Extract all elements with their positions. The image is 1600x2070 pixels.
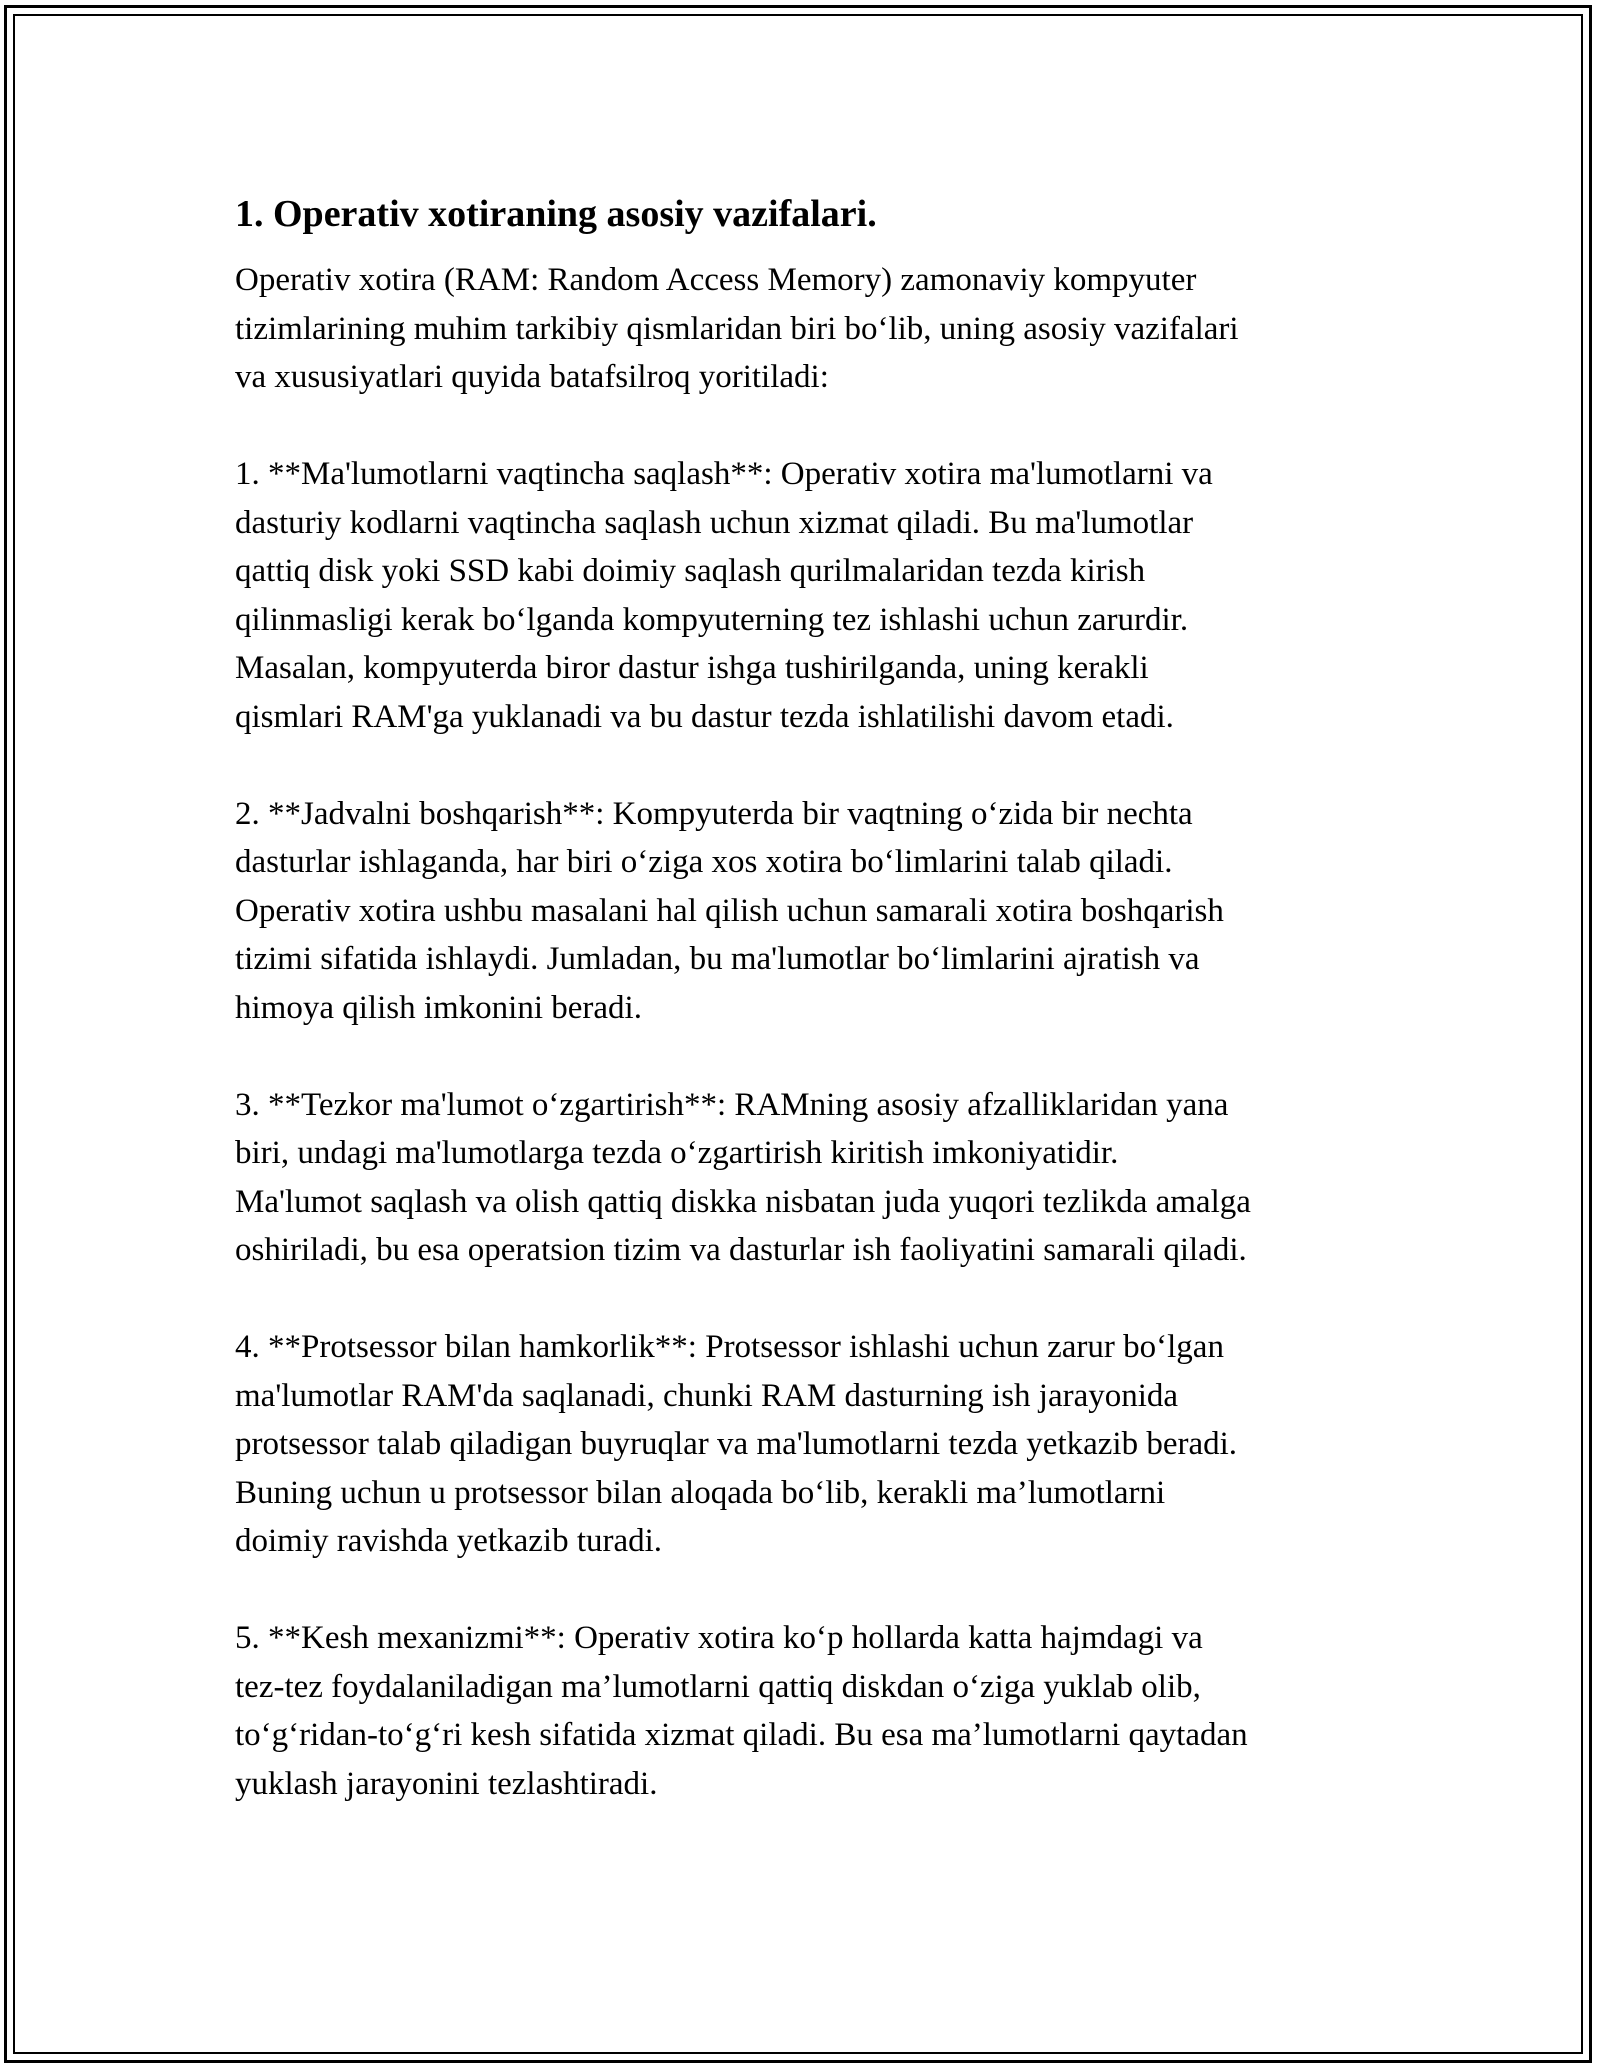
list-item-3-paragraph xyxy=(235,1081,1385,1275)
text-line: 3. **Tezkor ma'lumot o‘zgartirish**: RAMning asosiy afzalliklaridan yana xyxy=(235,1086,1229,1123)
text-line: qismlari RAM'ga yuklanadi va bu dastur tezda ishlatilishi davom etadi. xyxy=(235,698,1174,735)
list-item-5-paragraph xyxy=(235,1614,1385,1808)
text-line: va xususiyatlari quyida batafsilroq yoritiladi: xyxy=(235,359,829,395)
text-line: Operativ xotira ushbu masalani hal qilish uchun samarali xotira boshqarish xyxy=(235,892,1224,929)
text-line: yuklash jarayonini tezlashtiradi. xyxy=(235,1765,658,1802)
text-line: Ma'lumot saqlash va olish qattiq diskka nisbatan juda yuqori tezlikda amalga xyxy=(235,1183,1251,1220)
text-line: himoya qilish imkonini beradi. xyxy=(235,989,642,1026)
text-line: 5. **Kesh mexanizmi**: Operativ xotira ko‘p hollarda katta hajmdagi va xyxy=(235,1620,1203,1656)
text-line: 1. **Ma'lumotlarni vaqtincha saqlash**: Operativ xotira ma'lumotlarni va xyxy=(235,456,1213,492)
text-line: to‘g‘ridan-to‘g‘ri kesh sifatida xizmat qiladi. Bu esa ma’lumotlarni qaytadan xyxy=(235,1717,1248,1753)
text-line: doimiy ravishda yetkazib turadi. xyxy=(235,1523,663,1559)
text-line: Masalan, kompyuterda biror dastur ishga tushirilganda, uning kerakli xyxy=(235,650,1149,686)
text-line: 4. **Protsessor bilan hamkorlik**: Protsessor ishlashi uchun zarur bo‘lgan xyxy=(235,1329,1224,1365)
text-line: tizimlarining muhim tarkibiy qismlaridan biri bo‘lib, uning asosiy vazifalari xyxy=(235,310,1239,347)
text-line: tizimi sifatida ishlaydi. Jumladan, bu ma'lumotlar bo‘limlarini ajratish va xyxy=(235,941,1200,977)
document-body xyxy=(235,182,1385,1857)
text-line: protsessor talab qiladigan buyruqlar va ma'lumotlarni tezda yetkazib beradi. xyxy=(235,1426,1238,1462)
text-line: dasturlar ishlaganda, har biri o‘ziga xos xotira bo‘limlarini talab qiladi. xyxy=(235,844,1173,880)
text-line: qattiq disk yoki SSD kabi doimiy saqlash qurilmalaridan tezda kirish xyxy=(235,553,1146,589)
intro-paragraph xyxy=(235,256,1385,402)
text-line: qilinmasligi kerak bo‘lganda kompyuterning tez ishlashi uchun zarurdir. xyxy=(235,601,1189,638)
list-item-2-paragraph xyxy=(235,790,1385,1033)
text-line: ma'lumotlar RAM'da saqlanadi, chunki RAM dasturning ish jarayonida xyxy=(235,1377,1179,1414)
section-heading: 1. Operativ xotiraning asosiy vazifalari. xyxy=(235,193,877,235)
text-line: dasturiy kodlarni vaqtincha saqlash uchun xizmat qiladi. Bu ma'lumotlar xyxy=(235,504,1194,541)
text-line: oshiriladi, bu esa operatsion tizim va dasturlar ish faoliyatini samarali qiladi. xyxy=(235,1232,1247,1268)
text-line: biri, undagi ma'lumotlarga tezda o‘zgartirish kiritish imkoniyatidir. xyxy=(235,1135,1119,1171)
text-line: tez-tez foydalaniladigan ma’lumotlarni qattiq diskdan o‘ziga yuklab olib, xyxy=(235,1668,1201,1705)
list-item-4-paragraph xyxy=(235,1323,1385,1566)
text-line: Operativ xotira (RAM: Random Access Memory) zamonaviy kompyuter xyxy=(235,262,1197,298)
text-line: 2. **Jadvalni boshqarish**: Kompyuterda bir vaqtning o‘zida bir nechta xyxy=(235,795,1193,832)
text-line: Buning uchun u protsessor bilan aloqada bo‘lib, kerakli ma’lumotlarni xyxy=(235,1474,1166,1511)
list-item-1-paragraph xyxy=(235,450,1385,741)
